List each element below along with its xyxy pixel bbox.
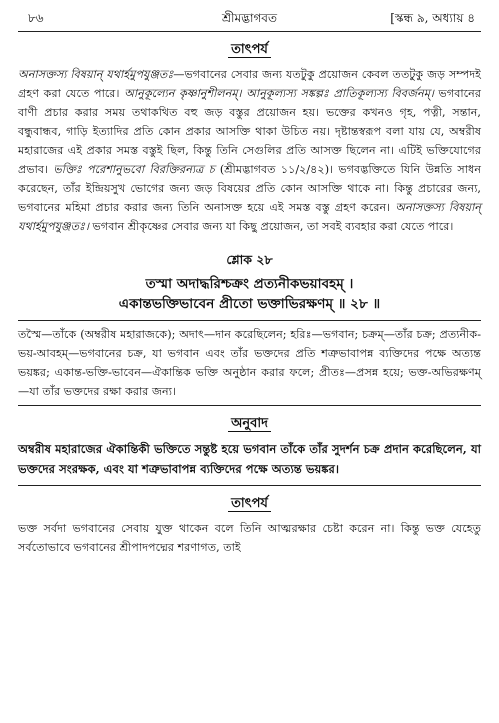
- chapter-location: [স্কন্ধ ৯, অধ্যায় ৪: [390, 11, 475, 25]
- verse-number: শ্লোক ২৮: [226, 252, 273, 267]
- purport-heading: তাৎপর্য: [18, 40, 481, 61]
- quoted-verse-segment: অনাসক্তস্য বিষয়ান্‌ যথার্হমুপযুঞ্জতঃ: [18, 68, 174, 81]
- quoted-verse-segment: অনাসক্তস্য বিষয়ান্‌ যথার্হমুপযুঞ্জতঃ।: [18, 201, 481, 233]
- verse-rule: [18, 320, 481, 321]
- page-number: ৮৬: [28, 11, 44, 25]
- purport-paragraph-2: ভক্ত সর্বদা ভগবানের সেবায় যুক্ত থাকেন বলে তিনি আত্মরক্ষার চেষ্টা করেন না। কিন্তু ভক্ত যেহেতু সর্বতোভাবে ভগবানের শ্রীপাদপদ্মের শরণাগত, তাই: [18, 522, 481, 554]
- synonyms-rule: [18, 405, 481, 406]
- purport-text-segment: (শ্রীমদ্ভাগবত ১১/২/৪২)। ভগবদ্ভক্তিতে যিনি উন্নতি সাধন করেছেন, তাঁর ইন্দ্রিয়সুখ ভোগের জন্য জড় বিষয়ের প্রতি কোন আসক্তি থাকে না। কিন্তু প্রচারের জন্য, ভগবানের মহিমা প্রচার করার জন্য তিনি অনাসক্ত হয়ে এই সমস্ত বস্তু গ্রহণ করেন।: [18, 163, 481, 214]
- purport-paragraph: [18, 65, 481, 236]
- quoted-verse-segment: ভক্তিঃ পরেশানুভবো বিরক্তিরন্যত্র চ: [53, 163, 215, 176]
- synonyms-paragraph: তস্মৈ—তাঁকে (অম্বরীষ মহারাজকে); অদাৎ—দান করেছিলেন; হরিঃ—ভগবান; চক্রম্‌—তাঁর চক্র; প্রত্যনীক-ভয়-আবহম্‌—ভগবানের চক্র, যা ভগবান এবং তাঁর ভক্তদের প্রতি শত্রুভাবাপন্ন ব্যক্তিদের পক্ষে অত্যন্ত ভয়ঙ্কর; একান্ত-ভক্তি-ভাবেন—ঐকান্তিক ভক্তি অনুষ্ঠান করার ফলে; প্রীতঃ—প্রসন্ন হয়ে; ভক্ত-অভিরক্ষণম্‌—যা তাঁর ভক্তদের রক্ষা করার জন্য।: [18, 328, 481, 398]
- translation-rule: [18, 485, 481, 486]
- purport-text-segment: —ভগবানের সেবার জন্য যতটুকু প্রয়োজন কেবল ততটুকু জড় সম্পদই গ্রহণ করা যেতে পারে।: [18, 68, 481, 100]
- book-title: শ্রীমদ্ভাগবত: [221, 11, 277, 25]
- purport-text-segment: ভগবান শ্রীকৃষ্ণের সেবার জন্য যা কিছু প্রয়োজন, তা সবই ব্যবহার করা যেতে পারে।: [88, 220, 454, 233]
- translation-paragraph: অম্বরীষ মহারাজের ঐকান্তিকী ভক্তিতে সন্তুষ্ট হয়ে ভগবান তাঁকে তাঁর সুদর্শন চক্র প্রদান করেছিলেন, যা ভক্তদের সংরক্ষক, এবং যা শত্রুভাবাপন্ন ব্যক্তিদের পক্ষে অত্যন্ত ভয়ঙ্কর।: [18, 442, 481, 476]
- verse-line-2: একান্তভক্তিভাবেন প্রীতো ভক্তাভিরক্ষণম্‌ ॥ ২৮ ॥: [118, 296, 381, 312]
- purport-heading-2: তাৎপর্য: [18, 494, 481, 515]
- purport-text-segment: ভগবানের বাণী প্রচার করার সময় তথাকথিত বহু জড় বস্তুর প্রয়োজন হয়। ভক্তের কখনও গৃহ, পত্নী, সন্তান, বন্ধুবান্ধব, গাড়ি ইত্যাদির প্রতি কোন প্রকার আসক্তি থাকা উচিত নয়। দৃষ্টান্তস্বরূপ বলা যায় যে, অম্বরীষ মহারাজের এই প্রকার সমস্ত বস্তুই ছিল, কিন্তু তিনি সেগুলির প্রতি আসক্ত ছিলেন না। এটিই ভক্তিযোগের প্রভাব।: [18, 87, 481, 176]
- running-header: [18, 10, 481, 28]
- quoted-verse-segment: আনুকূল্যেন কৃষ্ণানুশীলনম্‌। আনুকূল্যস্য সঙ্কল্পঃ প্রাতিকূল্যস্য বিবর্জনম্‌।: [124, 87, 434, 100]
- header-rule: [18, 31, 481, 32]
- verse-line-1: তস্মা অদাদ্ধরিশ্চক্রং প্রত্যনীকভয়াবহম্‌ ।: [145, 276, 354, 292]
- translation-heading: অনুবাদ: [18, 414, 481, 435]
